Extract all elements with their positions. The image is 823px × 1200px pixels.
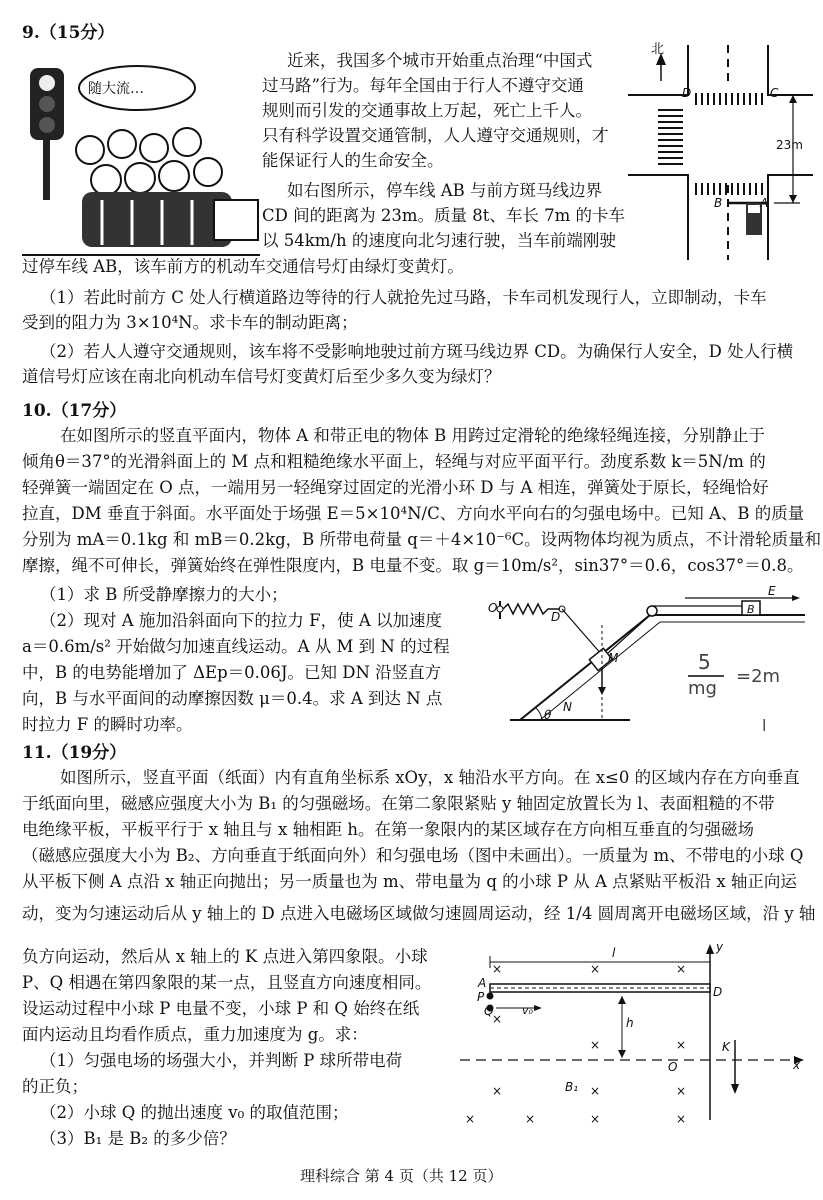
field-cross: × xyxy=(590,1038,601,1052)
label-O: O xyxy=(668,1060,678,1074)
q9-sub1-line: （1）若此时前方 C 处人行横道路边等待的行人就抢先过马路，卡车司机发现行人，立即制动，卡车 xyxy=(40,288,767,307)
q9-para-line: CD 间的距离为 23m。质量 8t、车长 7m 的卡车 xyxy=(262,206,625,225)
q9-sub2-line: （2）若人人遵守交通规则，该车将不受影响地驶过前方斑马线边界 CD。为确保行人安全，D 处人行横 xyxy=(40,342,794,361)
pencil-fraction-bar xyxy=(688,675,724,677)
label-A: A xyxy=(760,196,769,210)
label-h: h xyxy=(626,1016,634,1030)
pencil-note-denominator: mg xyxy=(688,678,717,699)
q11-line: （磁感应强度大小为 B₂、方向垂直于纸面向外）和匀强电场（图中未画出）。一质量为 m、不带电的小球 Q xyxy=(22,846,804,865)
label-K: K xyxy=(722,1040,730,1054)
label-x: x xyxy=(793,1058,801,1072)
q10-sub2-line: （2）现对 A 施加沿斜面向下的拉力 F，使 A 以加速度 xyxy=(40,611,443,630)
q11-line: 面内运动且均看作质点，重力加速度为 g。求： xyxy=(22,1025,368,1044)
q10-incline-diagram xyxy=(480,595,810,730)
q9-intro-line: 近来，我国多个城市开始重点治理“中国式 xyxy=(287,51,593,70)
field-cross: × xyxy=(676,1112,687,1126)
q11-sub1-line: 的正负； xyxy=(22,1077,88,1096)
pencil-note-numerator: 5 xyxy=(698,650,711,674)
label-D: D xyxy=(682,86,692,100)
field-cross: × xyxy=(590,962,601,976)
q11-line: P、Q 相遇在第四象限的某一点，且竖直方向速度相同。 xyxy=(22,973,432,992)
field-cross: × xyxy=(590,1112,601,1126)
field-cross: × xyxy=(492,1084,503,1098)
q11-line: 如图所示，竖直平面（纸面）内有直角坐标系 xOy，x 轴沿水平方向。在 x≤0 的区域内存在方向垂直 xyxy=(60,768,800,787)
field-cross: × xyxy=(676,1084,687,1098)
q11-line: 于纸面向里，磁感应强度大小为 B₁ 的匀强磁场。在第二象限紧贴 y 轴固定放置长为 l、表面粗糙的不带 xyxy=(22,794,775,813)
q9-sub1-line: 受到的阻力为 3×10⁴N。求卡车的制动距离； xyxy=(22,313,358,332)
q10-line: 拉直，DM 垂直于斜面。水平面处于场强 E＝5×10⁴N/C、方向水平向右的匀强电场中。已知 A、B 的质量 xyxy=(22,504,805,523)
label-C: C xyxy=(770,86,779,100)
q11-line: 负方向运动，然后从 x 轴上的 K 点进入第四象限。小球 xyxy=(22,947,428,966)
q9-intro-line: 规则而引发的交通事故上万起，死亡上千人。 xyxy=(262,101,592,120)
label-B1: B₁ xyxy=(565,1080,579,1094)
label-v0: v₀ xyxy=(522,1004,533,1017)
q10-sub2-line: a＝0.6m/s² 开始做匀加速直线运动。A 从 M 到 N 的过程 xyxy=(22,637,450,656)
label-D: D xyxy=(551,610,561,624)
q11-line: 从平板下侧 A 点沿 x 轴正向抛出；另一质量也为 m、带电量为 q 的小球 P 从 A 点紧贴平板沿 x 轴正向运 xyxy=(22,872,797,891)
pencil-note-rhs: =2m xyxy=(736,666,781,687)
q10-sub2-line: 时拉力 F 的瞬时功率。 xyxy=(22,715,193,734)
label-E: E xyxy=(768,584,776,598)
field-cross: × xyxy=(492,1012,503,1026)
label-B: B xyxy=(747,603,755,616)
field-cross: × xyxy=(465,1112,476,1126)
q9-para-line: 如右图所示，停车线 AB 与前方斑马线边界 xyxy=(287,181,603,200)
q11-line: 设运动过程中小球 P 电量不变，小球 P 和 Q 始终在纸 xyxy=(22,999,420,1018)
q9-para-line: 过停车线 AB，该车前方的机动车交通信号灯由绿灯变黄灯。 xyxy=(22,257,464,276)
q11-line: 动，变为匀速运动后从 y 轴上的 D 点进入电磁场区域做匀速圆周运动，经 1/4 圆周离开电磁场区域，沿 y 轴 xyxy=(22,904,816,923)
field-cross: × xyxy=(676,1038,687,1052)
label-y: y xyxy=(716,940,724,954)
q10-sub2-line: 中，B 的电势能增加了 ΔEp＝0.06J。已知 DN 沿竖直方 xyxy=(22,663,442,682)
distance-label: 23m xyxy=(776,138,803,152)
q10-line: 摩擦，绳不可伸长，弹簧始终在弹性限度内，B 电量不变。取 g＝10m/s²，sin37°＝0.6，cos37°＝0.8。 xyxy=(22,556,804,575)
field-cross: × xyxy=(492,962,503,976)
label-P: P xyxy=(477,990,485,1004)
q10-sub2-line: 向，B 与水平面间的动摩擦因数 μ＝0.4。求 A 到达 N 点 xyxy=(22,689,443,708)
label-Q: Q xyxy=(484,1004,494,1018)
q9-intro-line: 过马路”行为。每年全国由于行人不遵守交通 xyxy=(262,76,584,95)
q11-sub2: （2）小球 Q 的抛出速度 v₀ 的取值范围； xyxy=(40,1103,349,1122)
field-cross: × xyxy=(525,1112,536,1126)
q10-line: 轻弹簧一端固定在 O 点，一端用另一轻绳穿过固定的光滑小环 D 与 A 相连，弹簧处于原长，轻绳恰好 xyxy=(22,478,769,497)
label-M: M xyxy=(608,651,619,665)
q10-line: 倾角θ＝37°的光滑斜面上的 M 点和粗糙绝缘水平面上，轻绳与对应平面平行。劲度系数 k＝5N/m 的 xyxy=(22,452,766,471)
q10-heading: 10.（17分） xyxy=(22,401,127,421)
q9-intro-line: 只有科学设置交通管制，人人遵守交通规则，才 xyxy=(262,126,609,145)
label-theta: θ xyxy=(544,708,552,722)
q11-field-diagram xyxy=(460,940,810,1130)
page-footer: 理科综合 第 4 页（共 12 页） xyxy=(300,1167,503,1185)
label-l: l xyxy=(612,946,616,960)
label-D: D xyxy=(713,985,723,999)
cartoon-bubble-text: 随大流… xyxy=(88,81,144,97)
q9-sub2-line: 道信号灯应该在南北向机动车信号灯变黄灯后至少多久变为绿灯？ xyxy=(22,367,501,386)
q9-para-line: 以 54km/h 的速度向北匀速行驶，当车前端刚驶 xyxy=(262,231,616,250)
label-N: N xyxy=(563,700,572,714)
north-label: 北 xyxy=(651,42,665,57)
field-cross: × xyxy=(590,1084,601,1098)
q11-line: 电绝缘平板，平板平行于 x 轴且与 x 轴相距 h。在第一象限内的某区域存在方向相互垂直的匀强磁场 xyxy=(22,820,754,839)
q11-sub3: （3）B₁ 是 B₂ 的多少倍？ xyxy=(40,1129,236,1148)
q11-sub1-line: （1）匀强电场的场强大小，并判断 P 球所带电荷 xyxy=(40,1051,403,1070)
label-B: B xyxy=(714,196,723,210)
field-cross: × xyxy=(676,962,687,976)
pencil-note-l: l xyxy=(762,716,767,735)
q10-line: 分别为 mA＝0.1kg 和 mB＝0.2kg，B 所带电荷量 q＝＋4×10⁻⁶C。设两物体均视为质点，不计滑轮质量和 xyxy=(22,530,822,549)
q9-heading: 9.（15分） xyxy=(22,23,115,43)
q10-line: 在如图所示的竖直平面内，物体 A 和带正电的物体 B 用跨过定滑轮的绝缘轻绳连接，分别静止于 xyxy=(60,426,766,445)
q9-intro-line: 能保证行人的生命安全。 xyxy=(262,151,444,170)
q10-sub1: （1）求 B 所受静摩擦力的大小； xyxy=(40,585,288,604)
q11-heading: 11.（19分） xyxy=(22,743,127,763)
label-A: A xyxy=(478,976,487,990)
label-O: O xyxy=(488,601,498,615)
